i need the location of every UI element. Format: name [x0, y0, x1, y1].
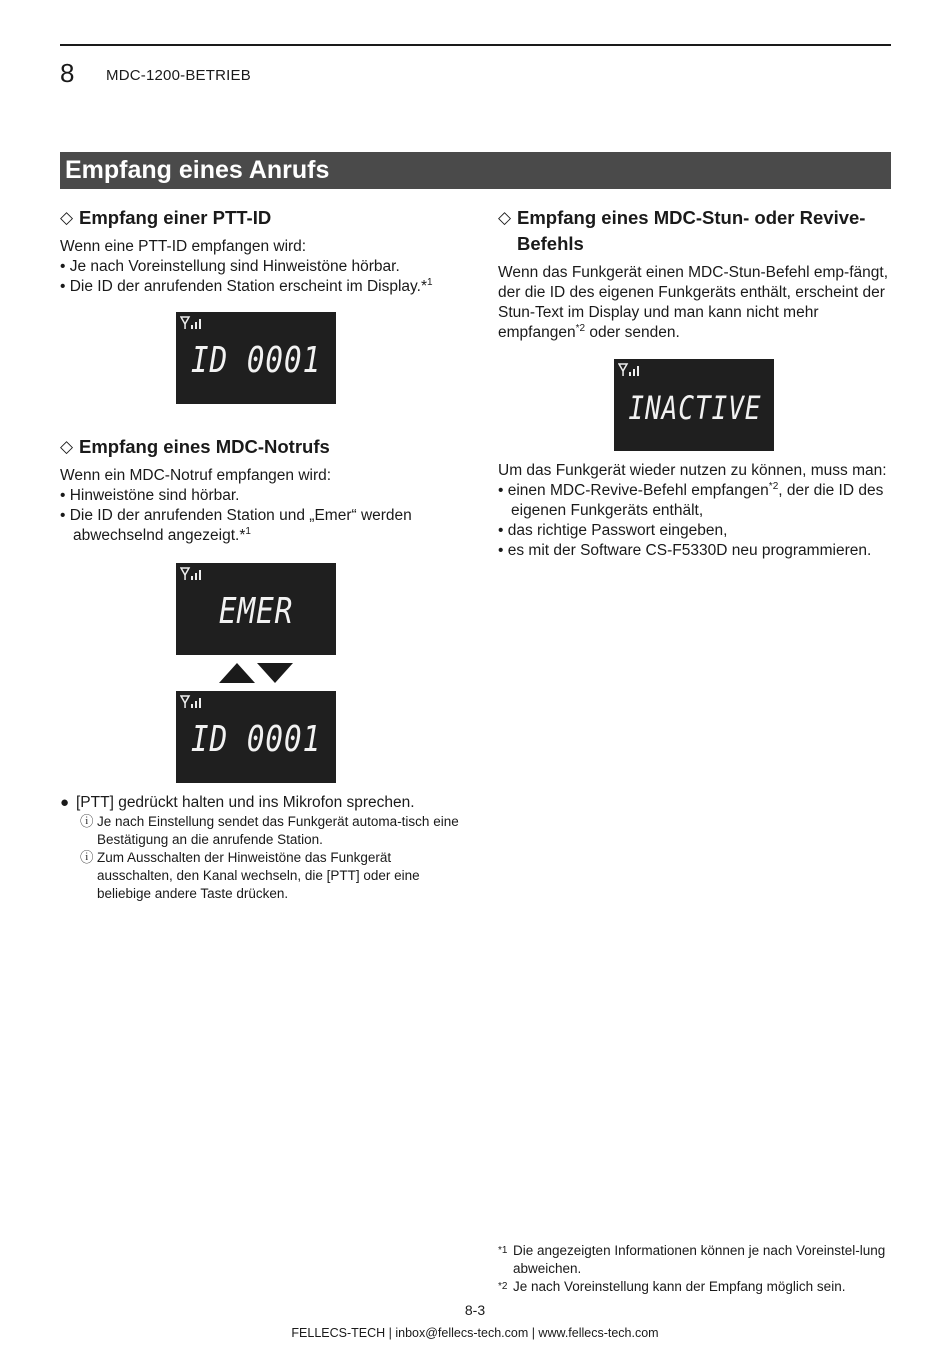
ptt-step: ● [PTT] gedrückt halten und ins Mikrofon sprechen. [60, 794, 415, 811]
chapter-title: MDC-1200-BETRIEB [106, 67, 251, 84]
restore-intro: Um das Funkgerät wieder nutzen zu können, muss man: [498, 462, 887, 479]
emer-intro: Wenn ein MDC-Notruf empfangen wird: [60, 467, 332, 484]
page-number: 8-3 [464, 1302, 486, 1318]
page-footer: FELLECS-TECH | inbox@fellecs-tech.com | www.fellecs-tech.com [291, 1326, 659, 1340]
signal-icon [618, 363, 642, 377]
lcd-text: EMER [218, 591, 294, 632]
alternating-arrows [176, 663, 336, 683]
info-icon: ⓘ [80, 850, 94, 865]
list-item: • das richtige Passwort eingeben, [498, 522, 728, 539]
footnote: *1 Die angezeigten Informationen können je nach Voreinstel-lung abweichen. [498, 1243, 886, 1276]
lcd-text: ID 0001 [190, 719, 322, 760]
step-bullet-icon: ● [60, 794, 70, 811]
footnotes [498, 1242, 893, 1296]
triangle-up-icon [219, 663, 255, 683]
list-item: • Die ID der anrufenden Station erscheint im Display.*$^1$ [60, 276, 433, 295]
ptt-heading: ◇ Empfang einer PTT-ID [60, 205, 460, 231]
lcd-display-ptt-id [176, 312, 336, 404]
info-icon: ⓘ [80, 814, 94, 829]
lcd-display-emer [176, 563, 336, 655]
header-rule [60, 44, 891, 46]
emer-bullets [60, 486, 460, 546]
stun-intro: Wenn das Funkgerät einen MDC-Stun-Befehl emp-fängt, der die ID des eigenen Funkgeräts enthält, erscheint der Stun-Text im Display und man kann nicht mehr empfangen$^{*2}$ oder senden. [498, 264, 888, 341]
lcd-text: INACTIVE [628, 389, 762, 427]
restore-bullets [498, 481, 893, 561]
list-item: • Die ID der anrufenden Station und „Emer“ werden abwechselnd angezeigt.*$^1$ [60, 507, 412, 544]
lcd-text: ID 0001 [190, 340, 322, 381]
ptt-bullets [60, 257, 460, 297]
triangle-down-icon [257, 663, 293, 683]
footnote: *2 Je nach Voreinstellung kann der Empfang möglich sein. [498, 1279, 846, 1294]
list-item: • es mit der Software CS-F5330D neu programmieren. [498, 542, 872, 559]
list-item: • einen MDC-Revive-Befehl empfangen$^{*2}$, der die ID des eigenen Funkgeräts enthält, [498, 480, 884, 519]
list-item: • Je nach Voreinstellung sind Hinweistöne hörbar. [60, 258, 400, 275]
stun-heading: ◇ Empfang eines MDC-Stun- oder Revive-Befehls [498, 205, 893, 257]
signal-icon [180, 695, 204, 709]
emer-heading: ◇ Empfang eines MDC-Notrufs [60, 434, 460, 460]
diamond-icon: ◇ [60, 208, 74, 227]
left-column [60, 205, 460, 903]
right-column [498, 205, 893, 561]
lcd-display-inactive [614, 359, 774, 451]
section-title: Empfang eines Anrufs [60, 152, 891, 189]
list-item: • Hinweistöne sind hörbar. [60, 487, 240, 504]
info-note: ⓘ Zum Ausschalten der Hinweistöne das Funkgerät ausschalten, den Kanal wechseln, die [PTT] oder eine beliebige andere Taste drücken. [80, 850, 420, 901]
diamond-icon: ◇ [498, 208, 512, 227]
signal-icon [180, 316, 204, 330]
ptt-intro: Wenn eine PTT-ID empfangen wird: [60, 238, 307, 255]
lcd-display-emer-id [176, 691, 336, 783]
info-note: ⓘ Je nach Einstellung sendet das Funkgerät automa-tisch eine Bestätigung an die anrufende Station. [80, 814, 459, 847]
signal-icon [180, 567, 204, 581]
chapter-number: 8 [60, 58, 75, 88]
diamond-icon: ◇ [60, 437, 74, 456]
